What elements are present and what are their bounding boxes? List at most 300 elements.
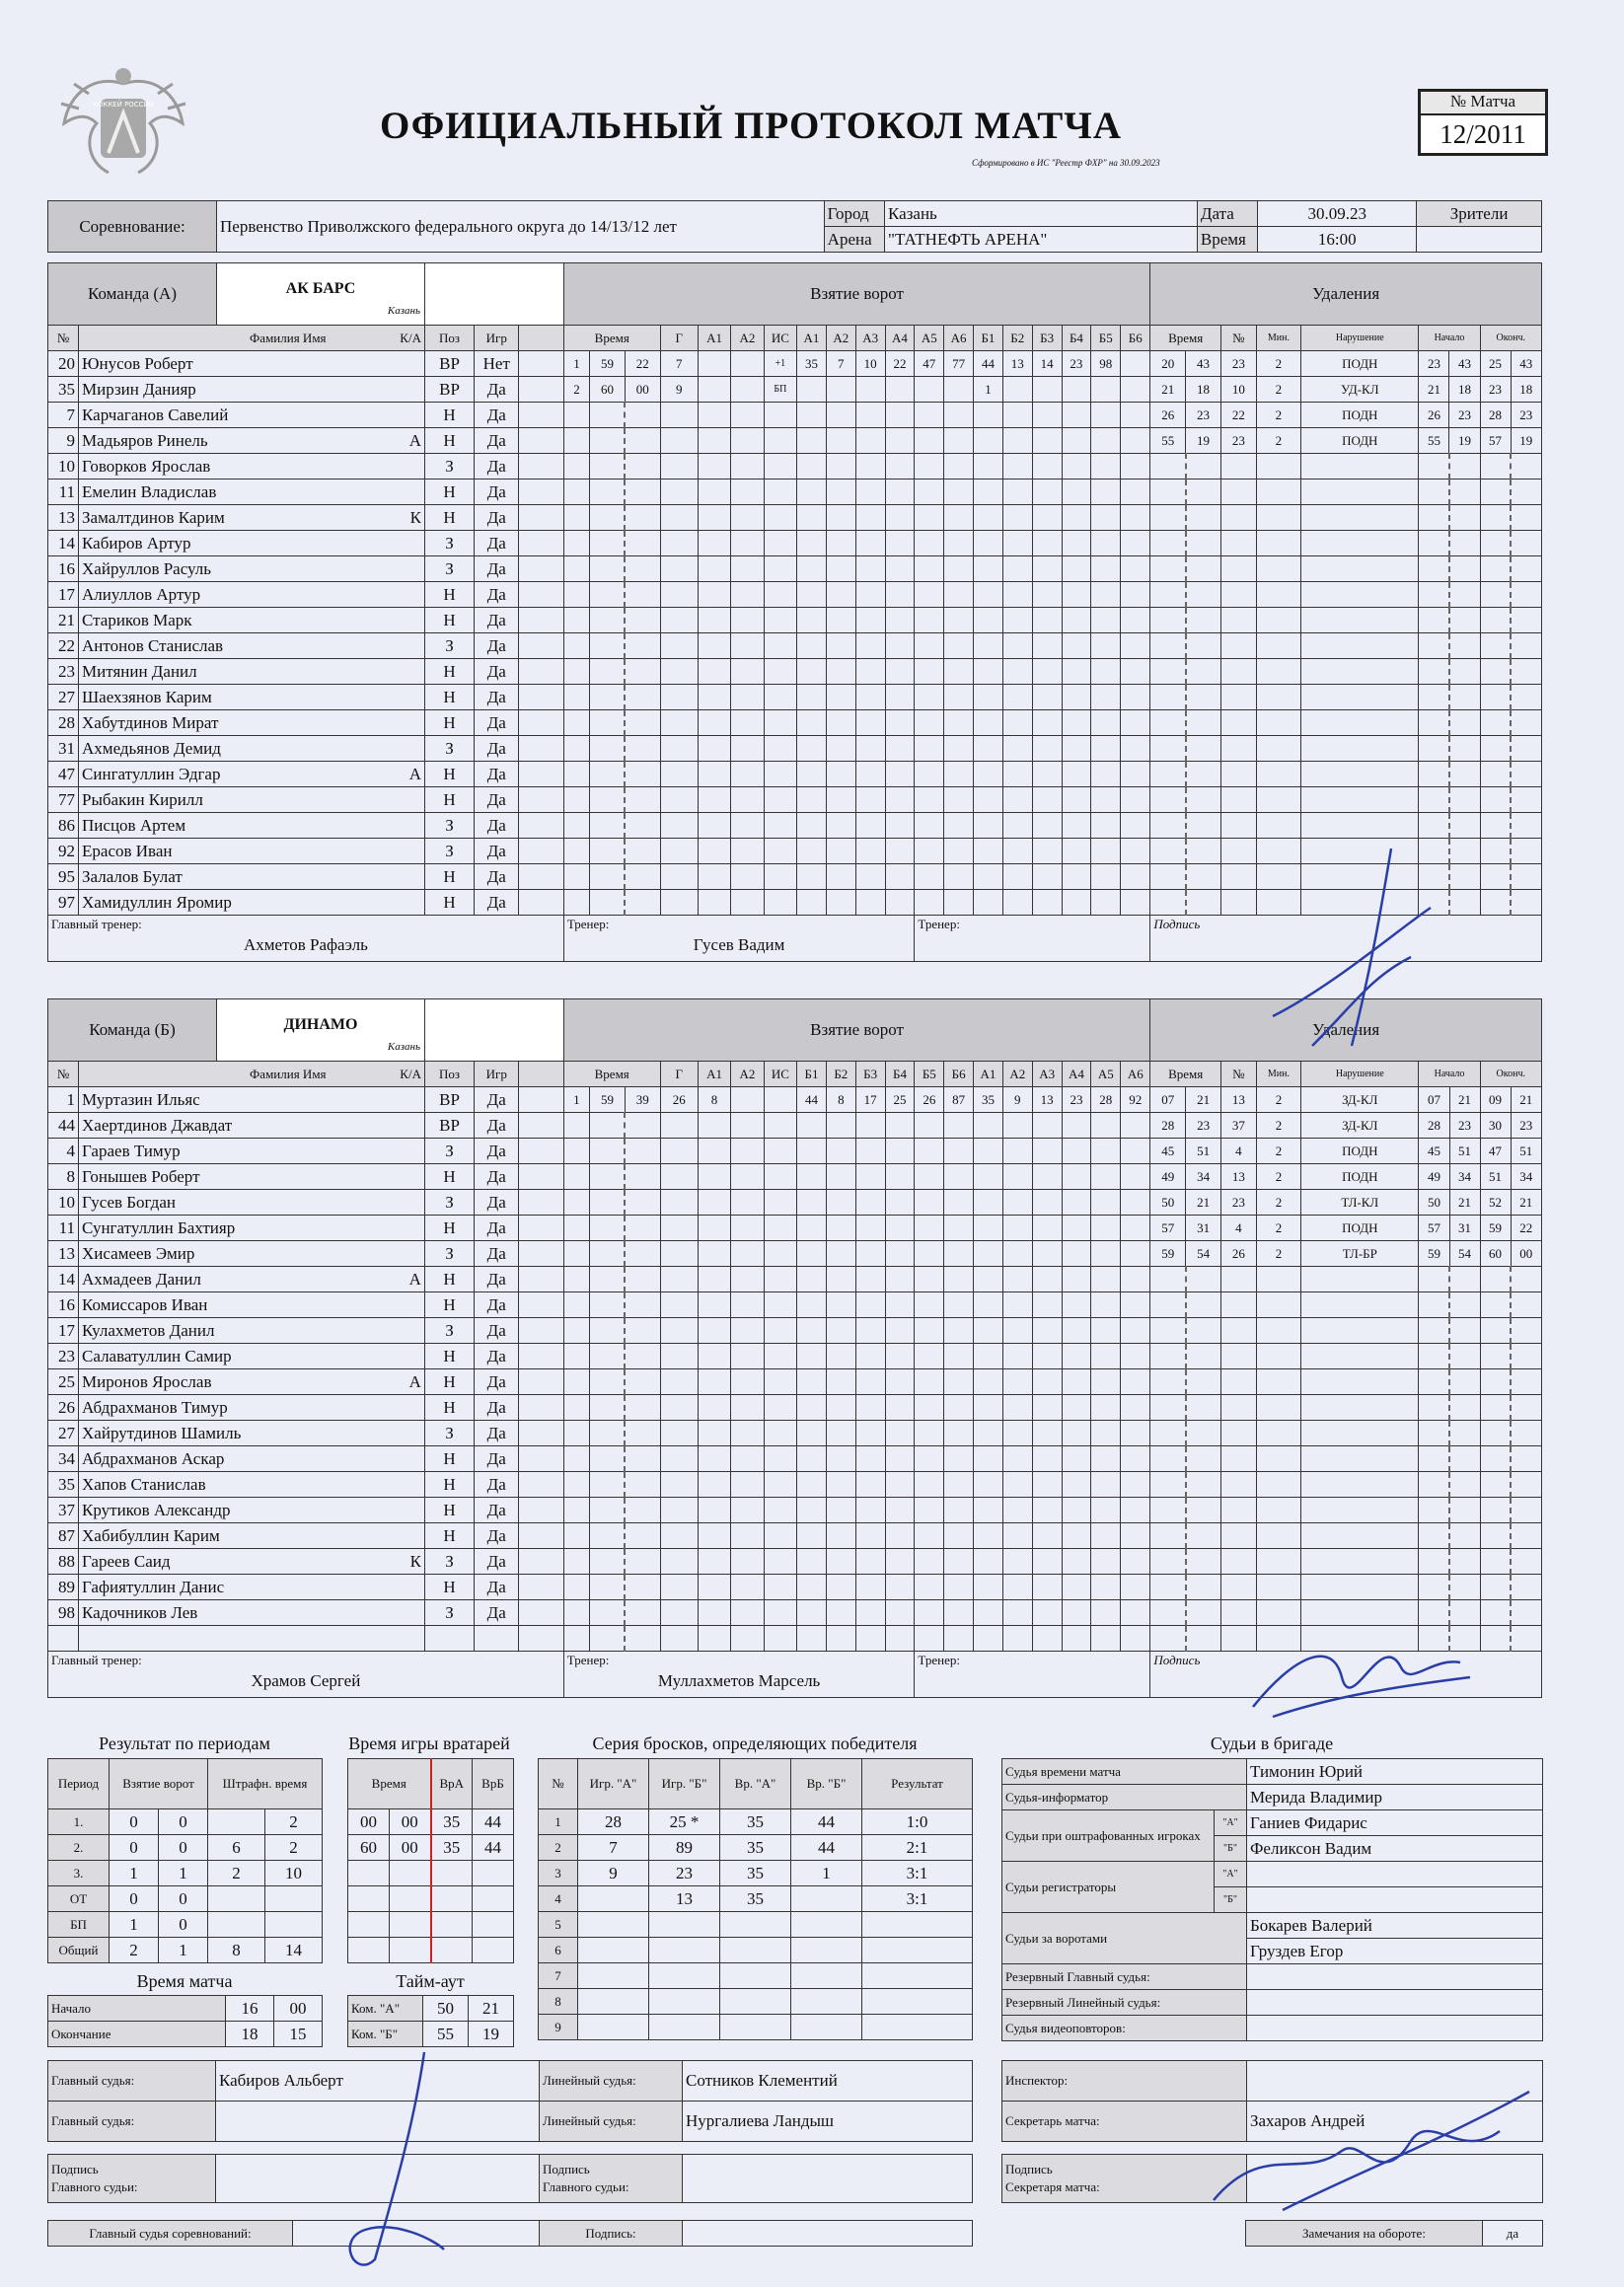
team-a-pen-cell	[1480, 531, 1511, 556]
team-a-spacer	[519, 762, 563, 787]
team-b-goal-cell	[698, 1626, 730, 1652]
team-b-goal-cell	[764, 1369, 796, 1395]
team-b-goal-cell	[797, 1523, 827, 1549]
team-b-goal-cell	[660, 1164, 698, 1190]
team-a-player-num: 21	[48, 608, 79, 633]
team-b-pen-cell	[1220, 1575, 1256, 1600]
team-b-player-pos: Н	[424, 1575, 474, 1600]
team-b-player-name: Гусев Богдан	[79, 1190, 425, 1216]
team-b-goal-cell	[885, 1600, 915, 1626]
team-b-goal-cell	[1062, 1139, 1091, 1164]
team-b-goal-cell	[731, 1216, 764, 1241]
team-a-player-name: Мирзин Данияр	[79, 377, 425, 403]
team-b-goal-cell	[1002, 1292, 1032, 1318]
team-b-goal-mm	[590, 1549, 626, 1575]
team-a-goal-cell	[1121, 556, 1150, 582]
hockey-federation-emblem	[49, 54, 197, 202]
shootout-va: 35	[720, 1886, 791, 1912]
team-b-goal-cell	[731, 1190, 764, 1216]
team-a-player-num: 77	[48, 787, 79, 813]
team-b-goal-cell	[915, 1267, 944, 1292]
team-a-row	[48, 710, 1542, 736]
team-a-player-name: Ахмедьянов Демид	[79, 736, 425, 762]
timekeeper-name: Тимонин Юрий	[1247, 1759, 1543, 1785]
team-a-pen-ss: 23	[1186, 403, 1221, 428]
team-a-player-igr: Да	[475, 710, 519, 736]
team-a-goal-cell	[660, 428, 698, 454]
team-b-pen-cell	[1301, 1523, 1419, 1549]
team-b-goal-cell	[826, 1113, 855, 1139]
team-b-goal-cell	[1032, 1216, 1062, 1241]
team-a-pen-mm: 26	[1150, 403, 1186, 428]
team-b-pen-num: 37	[1220, 1113, 1256, 1139]
team-a-goal-cell	[1062, 428, 1091, 454]
team-b-pen-e2: 34	[1511, 1164, 1541, 1190]
reserve-line-label: Резервный Линейный судья:	[1002, 1990, 1247, 2016]
team-b-goal-cell	[885, 1113, 915, 1139]
team-b-player-name: Салаватуллин Самир	[79, 1344, 425, 1369]
team-b-row	[48, 1164, 1542, 1190]
team-b-pen-cell	[1256, 1446, 1300, 1472]
team-b-goal-cell	[944, 1395, 974, 1421]
team-a-goal-cell	[660, 813, 698, 839]
team-a-player-name: Стариков Марк	[79, 608, 425, 633]
team-b-goal-cell	[885, 1164, 915, 1190]
team-a-goal-cell	[731, 531, 764, 556]
team-a-pen-cell	[1301, 556, 1419, 582]
date-value: 30.09.23	[1258, 201, 1417, 227]
team-a-goal-cell	[1062, 633, 1091, 659]
team-b-goal-cell	[731, 1498, 764, 1523]
goalie-row	[348, 1886, 514, 1912]
team-b-goal-cell	[1062, 1190, 1091, 1216]
team-a-goal-mm	[590, 787, 626, 813]
team-b-goal-cell	[1121, 1472, 1150, 1498]
team-a-goal-cell	[1062, 505, 1091, 531]
team-a-goal-cell	[698, 403, 730, 428]
team-a-goal-cell	[1121, 454, 1150, 480]
team-b-label: Команда (Б)	[48, 999, 217, 1061]
sign-secretary-label: Подпись Секретаря матча:	[1002, 2155, 1247, 2203]
team-a-goal-cell	[698, 633, 730, 659]
team-b-spacer	[519, 1472, 563, 1498]
team-a-goal-cell	[764, 736, 796, 762]
team-a-goal-onice-1	[826, 377, 855, 403]
team-a-goal-cell	[885, 403, 915, 428]
team-b-goal-cell	[731, 1421, 764, 1446]
team-a-goal-cell	[797, 736, 827, 762]
team-b-goal-a2	[731, 1087, 764, 1113]
team-b-pen-min: 2	[1256, 1113, 1300, 1139]
team-b-spacer	[519, 1549, 563, 1575]
team-a-goal-cell	[826, 582, 855, 608]
team-a-player-pos: З	[424, 454, 474, 480]
team-b-pen-cell	[1256, 1523, 1300, 1549]
team-b-goal-cell	[698, 1164, 730, 1190]
shootout-col-ib: Игр. "Б"	[649, 1759, 720, 1809]
team-a-goal-cell	[731, 556, 764, 582]
team-b-spacer	[519, 1446, 563, 1472]
team-a-pen-cell	[1511, 608, 1541, 633]
team-a-goal-a2	[731, 351, 764, 377]
team-a-row	[48, 736, 1542, 762]
team-b-pen-cell	[1256, 1549, 1300, 1575]
team-b-goal-cell	[1121, 1369, 1150, 1395]
team-b-goal-cell	[974, 1395, 1003, 1421]
team-b-goal-cell	[1032, 1292, 1062, 1318]
team-a-player-name: Емелин Владислав	[79, 480, 425, 505]
team-b-goal-mm	[590, 1395, 626, 1421]
team-b-goal-cell	[698, 1575, 730, 1600]
team-a-goal-cell	[764, 505, 796, 531]
team-b-goal-cell	[915, 1241, 944, 1267]
team-a-goal-idx	[563, 582, 589, 608]
team-a-pen-cell	[1419, 531, 1449, 556]
team-b-goal-onice-1: 8	[826, 1087, 855, 1113]
team-b-goal-cell	[731, 1113, 764, 1139]
team-a-goal-cell	[1032, 813, 1062, 839]
team-b-goal-cell	[1002, 1164, 1032, 1190]
shootout-col-va: Вр. "А"	[720, 1759, 791, 1809]
team-b-pen-cell	[1150, 1523, 1186, 1549]
team-a-goal-cell	[826, 480, 855, 505]
team-a-pen-cell	[1220, 454, 1256, 480]
team-b-player-name: Муртазин Ильяс	[79, 1087, 425, 1113]
team-b-goal-cell	[1121, 1164, 1150, 1190]
team-a-goal-cell	[944, 505, 974, 531]
team-b-goal-cell	[764, 1267, 796, 1292]
team-a-pen-e2: 43	[1511, 351, 1541, 377]
team-b-goal-cell	[826, 1549, 855, 1575]
team-a-goal-cell	[944, 659, 974, 685]
team-a-pen-cell	[1480, 685, 1511, 710]
team-a-goal-cell	[698, 556, 730, 582]
team-b-pen-cell	[1419, 1395, 1449, 1421]
team-b-col-spacer	[519, 1062, 563, 1087]
team-a-goal-cell	[1032, 890, 1062, 916]
team-b-spacer	[519, 1369, 563, 1395]
team-b-pen-cell	[1150, 1344, 1186, 1369]
emblem-text: ХОККЕЙ РОССИИ	[92, 101, 155, 109]
team-a-player-igr: Да	[475, 685, 519, 710]
team-a-pen-cell	[1419, 710, 1449, 736]
team-b-pen-cell	[1511, 1344, 1541, 1369]
team-a-pen-cell	[1449, 736, 1480, 762]
period-row	[48, 1938, 323, 1963]
shootout-vb	[791, 1989, 862, 2015]
team-b-goal-cell	[855, 1139, 885, 1164]
team-b-pen-cell	[1449, 1421, 1480, 1446]
team-b-pen-cell	[1186, 1292, 1221, 1318]
team-b-goal-cell	[855, 1575, 885, 1600]
team-b-goal-cell	[944, 1523, 974, 1549]
team-b-pen-cell	[1220, 1267, 1256, 1292]
team-a-pen-s1: 26	[1419, 403, 1449, 428]
team-a-goal-cell	[625, 531, 660, 556]
team-b-goal-cell	[974, 1267, 1003, 1292]
team-a-goal-cell	[974, 403, 1003, 428]
team-a-goal-cell	[1062, 556, 1091, 582]
team-b-goal-cell	[1121, 1523, 1150, 1549]
team-a-pen-min: 2	[1256, 377, 1300, 403]
periods-col-period: Период	[48, 1759, 110, 1809]
goalie-b	[473, 1912, 514, 1938]
team-b-goal-cell	[660, 1113, 698, 1139]
team-b-goal-cell	[1032, 1575, 1062, 1600]
team-a-goal-cell	[915, 736, 944, 762]
team-b-pen-cell	[1449, 1292, 1480, 1318]
team-a-goal-cell	[731, 403, 764, 428]
team-b-goal-idx	[563, 1190, 589, 1216]
match-end-h: 18	[226, 2022, 274, 2047]
team-a-goal-mm	[590, 556, 626, 582]
team-a-goal-cell	[826, 608, 855, 633]
team-a-goal-cell	[1062, 813, 1091, 839]
team-b-pen-num: 4	[1220, 1216, 1256, 1241]
team-b-goal-cell	[885, 1523, 915, 1549]
team-b-goal-cell	[764, 1216, 796, 1241]
goalie-a	[431, 1938, 473, 1963]
team-a-goal-cell	[625, 839, 660, 864]
team-a-goal-cell	[1121, 813, 1150, 839]
team-a-goal-cell	[974, 659, 1003, 685]
team-a-goal-idx: 2	[563, 377, 589, 403]
team-b-goal-cell	[625, 1267, 660, 1292]
team-b-goal-cell	[885, 1267, 915, 1292]
team-a-goal-cell	[625, 710, 660, 736]
team-b-pen-cell	[1220, 1523, 1256, 1549]
team-b-col-onice-9: А4	[1062, 1062, 1091, 1087]
shootout-vb	[791, 2015, 862, 2040]
team-b-head-coach-cell: Главный тренер: Храмов Сергей	[48, 1652, 564, 1698]
team-b-goal-cell	[1032, 1164, 1062, 1190]
team-b-player-name: Кадочников Лев	[79, 1600, 425, 1626]
team-b-goal-mm	[590, 1600, 626, 1626]
team-b-player-pos: З	[424, 1549, 474, 1575]
team-a-goal-onice-9: 23	[1062, 351, 1091, 377]
team-b-pen-cell	[1301, 1267, 1419, 1292]
team-b-goal-cell	[660, 1190, 698, 1216]
team-a-goal-cell	[797, 454, 827, 480]
team-b-player-pos: Н	[424, 1369, 474, 1395]
team-a-pen-cell	[1256, 505, 1300, 531]
team-b-pen-cell	[1480, 1267, 1511, 1292]
signatures-table	[47, 2154, 973, 2203]
team-a-pen-cell	[1256, 659, 1300, 685]
period-goals-b: 1	[159, 1861, 208, 1886]
team-b-goal-cell	[826, 1600, 855, 1626]
team-b-goal-cell	[855, 1498, 885, 1523]
team-a-col-onice-10: Б5	[1091, 326, 1121, 351]
team-b-goal-cell	[826, 1523, 855, 1549]
team-a-pen-cell	[1419, 787, 1449, 813]
team-b-goal-ss: 39	[625, 1087, 660, 1113]
team-b-player-num: 23	[48, 1344, 79, 1369]
team-a-goal-cell	[974, 428, 1003, 454]
goalie-col-b: ВрБ	[473, 1759, 514, 1809]
secretary-name: Захаров Андрей	[1247, 2102, 1543, 2142]
referees-table	[47, 2060, 973, 2142]
team-b-player-igr: Да	[475, 1190, 519, 1216]
timeout-b-s: 19	[469, 2022, 514, 2047]
team-a-goal-ss: 00	[625, 377, 660, 403]
match-end-m: 15	[274, 2022, 323, 2047]
team-a-spacer	[519, 531, 563, 556]
comp-sign-label: Подпись:	[540, 2221, 683, 2247]
team-b-player-igr: Да	[475, 1369, 519, 1395]
team-a-pen-violation: ПОДН	[1301, 351, 1419, 377]
date-label: Дата	[1197, 201, 1257, 227]
team-b-goal-cell	[1091, 1498, 1121, 1523]
team-a-goal-cell	[826, 839, 855, 864]
timeout-a-s: 21	[469, 1996, 514, 2022]
team-a-pen-cell	[1220, 531, 1256, 556]
team-b-goal-onice-4: 26	[915, 1087, 944, 1113]
team-a-goal-cell	[660, 608, 698, 633]
team-b-goal-cell	[944, 1139, 974, 1164]
team-a-goal-idx	[563, 480, 589, 505]
team-b-pen-cell	[1449, 1267, 1480, 1292]
team-b-goal-cell	[625, 1344, 660, 1369]
officials-table	[1001, 1758, 1543, 2041]
team-b-pen-cell	[1511, 1446, 1541, 1472]
team-b-goal-cell	[764, 1446, 796, 1472]
team-a-goal-cell	[797, 762, 827, 787]
team-a-goal-idx	[563, 531, 589, 556]
team-a-goal-cell	[1121, 710, 1150, 736]
team-a-pen-cell	[1449, 685, 1480, 710]
team-a-goal-cell	[1002, 864, 1032, 890]
shootout-ib: 13	[649, 1886, 720, 1912]
team-a-goal-cell	[974, 633, 1003, 659]
shootout-va: 35	[720, 1809, 791, 1835]
team-a-goal-cell	[797, 633, 827, 659]
team-b-goal-cell	[974, 1498, 1003, 1523]
team-b-player-num: 10	[48, 1190, 79, 1216]
team-b-goal-cell	[660, 1292, 698, 1318]
team-a-pen-cell	[1511, 736, 1541, 762]
team-a-pen-cell	[1150, 787, 1186, 813]
team-a-goal-cell	[1121, 890, 1150, 916]
team-b-goal-onice-8: 13	[1032, 1087, 1062, 1113]
period-label: ОТ	[48, 1886, 110, 1912]
goalie-b	[473, 1938, 514, 1963]
shootout-row	[539, 1938, 973, 1963]
team-b-goal-cell	[974, 1190, 1003, 1216]
registrar-b-mark: "Б"	[1215, 1887, 1247, 1913]
team-b-row	[48, 1216, 1542, 1241]
team-b-player-num: 37	[48, 1498, 79, 1523]
team-b-goal-cell	[1121, 1216, 1150, 1241]
shootout-va	[720, 1989, 791, 2015]
team-b-pen-violation: ТЛ-КЛ	[1301, 1190, 1419, 1216]
goalie-b: 44	[473, 1809, 514, 1835]
team-a-goal-idx	[563, 813, 589, 839]
team-a-goal-g: 7	[660, 351, 698, 377]
team-b-goal-cell	[1091, 1267, 1121, 1292]
team-a-pen-cell	[1480, 556, 1511, 582]
team-a-goal-onice-3: 22	[885, 351, 915, 377]
team-b-goal-cell	[826, 1267, 855, 1292]
team-b-pen-cell	[1256, 1421, 1300, 1446]
team-a-goal-cell	[731, 582, 764, 608]
team-b-goal-cell	[826, 1575, 855, 1600]
team-a-pen-e2: 23	[1511, 403, 1541, 428]
team-a-goal-cell	[698, 505, 730, 531]
shootout-vb: 44	[791, 1835, 862, 1861]
period-row	[48, 1912, 323, 1938]
team-a-pen-mm: 21	[1150, 377, 1186, 403]
team-a-pen-cell	[1150, 633, 1186, 659]
team-a-goal-idx	[563, 428, 589, 454]
team-b-pen-cell	[1150, 1421, 1186, 1446]
team-a-pen-cell	[1449, 710, 1480, 736]
goalie-m	[348, 1912, 390, 1938]
team-b-player-num: 13	[48, 1241, 79, 1267]
team-a-goal-cell	[1002, 633, 1032, 659]
team-b-goal-cell	[915, 1446, 944, 1472]
team-a-player-name: Сингатуллин Эдгар А	[79, 762, 425, 787]
shootout-row	[539, 1912, 973, 1938]
team-a-goal-cell	[625, 428, 660, 454]
team-a-spacer	[519, 710, 563, 736]
team-a-goal-cell	[974, 608, 1003, 633]
team-b-spacer	[519, 1292, 563, 1318]
period-pim-b: 14	[265, 1938, 323, 1963]
team-b-goal-idx	[563, 1600, 589, 1626]
team-b-goal-idx	[563, 1344, 589, 1369]
team-b-goal-cell	[974, 1523, 1003, 1549]
team-a-goal-cell	[1032, 505, 1062, 531]
team-a-col-a2: А2	[731, 326, 764, 351]
team-b-pen-cell	[1186, 1472, 1221, 1498]
team-a-goal-onice-7: 13	[1002, 351, 1032, 377]
team-a-player-num: 31	[48, 736, 79, 762]
team-b-goal-cell	[625, 1113, 660, 1139]
team-b-pen-cell	[1150, 1267, 1186, 1292]
team-b-pen-cell	[1301, 1318, 1419, 1344]
team-a-goal-is: БП	[764, 377, 796, 403]
team-b-pen-cell	[1150, 1318, 1186, 1344]
team-b-goal-idx	[563, 1369, 589, 1395]
shootout-result	[862, 1912, 973, 1938]
team-a-goal-cell	[885, 505, 915, 531]
team-a-spacer	[519, 685, 563, 710]
team-a-pen-cell	[1511, 813, 1541, 839]
team-b-pen-mm: 57	[1150, 1216, 1186, 1241]
team-b-player-pos: Н	[424, 1446, 474, 1472]
team-b-row	[48, 1472, 1542, 1498]
team-a-pen-cell	[1220, 633, 1256, 659]
team-a-goal-cell	[915, 505, 944, 531]
team-a-pen-cell	[1150, 710, 1186, 736]
team-a-goal-cell	[660, 633, 698, 659]
team-b-goal-cell	[944, 1164, 974, 1190]
team-a-goal-idx	[563, 762, 589, 787]
team-b-player-pos: З	[424, 1318, 474, 1344]
periods-table	[47, 1758, 323, 1963]
team-a-pen-cell	[1419, 633, 1449, 659]
goalie-time-title: Время игры вратарей	[348, 1734, 510, 1753]
team-a-goal-cell	[797, 428, 827, 454]
team-b-pen-e2: 23	[1511, 1113, 1541, 1139]
team-b-goal-cell	[698, 1421, 730, 1446]
shootout-va: 35	[720, 1835, 791, 1861]
team-b-pen-cell	[1256, 1395, 1300, 1421]
period-label: 3.	[48, 1861, 110, 1886]
team-a-goal-cell	[1091, 608, 1121, 633]
goalie-m	[348, 1938, 390, 1963]
